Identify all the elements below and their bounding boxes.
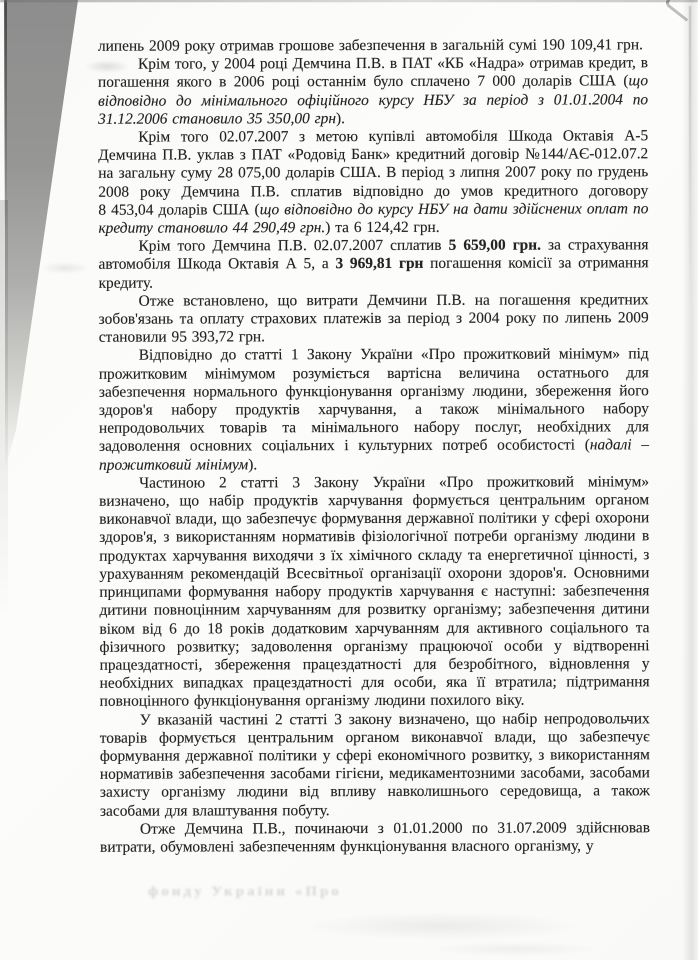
text-run: ) та 6 124,42 грн. — [325, 218, 440, 237]
paragraph — [99, 291, 649, 347]
paragraph — [99, 473, 650, 711]
paragraph — [98, 237, 648, 293]
text-run: ). — [335, 109, 345, 127]
page-left-edge-shadow — [0, 200, 8, 620]
bleed-through-smudge — [40, 262, 90, 274]
bleed-through-smudge — [430, 942, 600, 956]
page-top-edge — [0, 0, 698, 2]
paragraph — [98, 127, 648, 238]
italic-run: що відповідно до мінімального офіційного курсу НБУ за період з 01.01.2004 по 31.12.2006 становило 35 350,00 грн — [98, 72, 649, 128]
text-run: за страхування автомобіля Шкода Октавія А 5, а — [98, 236, 649, 274]
document-body-text — [98, 36, 650, 857]
text-run: Отже встановлено, що витрати Демчини П.В. на погашення кредитних зобов'язань та оплату страхових платежів за період з 2004 року по липень 2009 становили 95 393,72 грн. — [98, 291, 649, 346]
italic-run: що відповідно до курсу НБУ на дати здійснених оплат по кредиту становило 44 290,49 грн. — [98, 200, 649, 237]
text-run: погашення комісії за отримання кредиту. — [98, 254, 649, 292]
scanner-shadow-top-left — [0, 0, 90, 470]
bold-run: 3 969,81 грн — [335, 255, 424, 273]
page-right-edge-line — [689, 6, 691, 306]
text-run: Відповідно до статті 1 Закону України «Про прожитковий мінімум» під прожитковим мінімумом розуміється вартісна величина остатнього для забезпечення нормального функціонування організму людини, збереження його здоров'я набору продуктів харчування, а також мінімального набору непродовольчих товарів та мінімального набору послуг, необхідних для задоволення основних соціальних і культурних потреб особистості ( — [98, 345, 649, 456]
text-run: Отже Демчина П.В., починаючи з 01.01.2000 по 31.07.2009 здійснював витрати, обумовлені забезпеченням функціонування власного організму, у — [100, 819, 651, 856]
paragraph — [98, 36, 648, 56]
text-run: У вказаній частині 2 статті 3 закону визначено, що набір непродовольчих товарів формується центральним органом виконавчої влади, що забезпечує формування державної політики у сфері економічного розвитку, з використанням нормативів забезпечення засобами гігієни, медикаментозними засобами, засобами захисту організму людини від впливу навколишнього середовища, а також засобами для влаштування побуту. — [99, 709, 650, 820]
bleed-through-smudge — [300, 912, 580, 940]
italic-run: надалі – прожитковий мінімум — [99, 436, 650, 474]
text-run: ). — [248, 455, 258, 474]
page-corner-edge — [4, 0, 7, 230]
text-run: Крім того, у 2004 році Демчина П.В. в ПАТ «КБ «Надра» отримав кредит, в погашення якого в 2006 році останнім було сплачено 7 000 доларів США ( — [98, 54, 649, 92]
paragraph — [98, 54, 648, 128]
paragraph — [99, 346, 649, 475]
text-run: Крім того 02.07.2007 з метою купівлі автомобіля Шкода Октавія А-5 Демчина П.В. уклав з ПАТ «Родовід Банк» кредитний договір №144/АЄ-012.07.2 на загальну суму 28 075,00 доларів США. В період з липня 2007 року по грудень 2008 року Демчина П.В. сплатив відповідно до умов кредитного договору 8 453,04 доларів США ( — [98, 127, 649, 219]
paragraph — [100, 819, 650, 857]
text-run: Крім того Демчина П.В. 02.07.2007 сплатив — [138, 237, 449, 255]
text-run: Частиною 2 статті 3 Закону України «Про прожитковий мінімум» визначено, що набір продуктів харчування формується центральним органом виконавчої влади, що забезпечує формування державної політики у сфері охорони здоров'я, з використанням нормативів фізіологічної потреби організму людини в продуктах харчування виходячи з їх хімічного складу та енергетичної цінності, з урахуванням рекомендацій Всесвітньої організації охорони здоров'я. Основними принципами формування набору продуктів харчування є наступні: забезпечення дитини повноцінним харчуванням для розвитку організму; забезпечення дитини віком від 6 до 18 років додатковим харчуванням для активного соціального та фізичного розвитку; задоволення організму працюючої особи у відтворенні працездатності, збереження працездатності для безробітного, відновлення у необхідних випадках працездатності для особи, яка її втратила; підтримання повноцінного функціонування організму людини похилого віку. — [99, 473, 650, 711]
bleed-through-text: фонду України «Про — [148, 884, 342, 900]
paragraph — [100, 710, 650, 821]
text-run: липень 2009 року отримав грошове забезпечення в загальній сумі 190 109,41 грн. — [97, 36, 643, 55]
bold-run: 5 659,00 грн. — [448, 236, 541, 255]
